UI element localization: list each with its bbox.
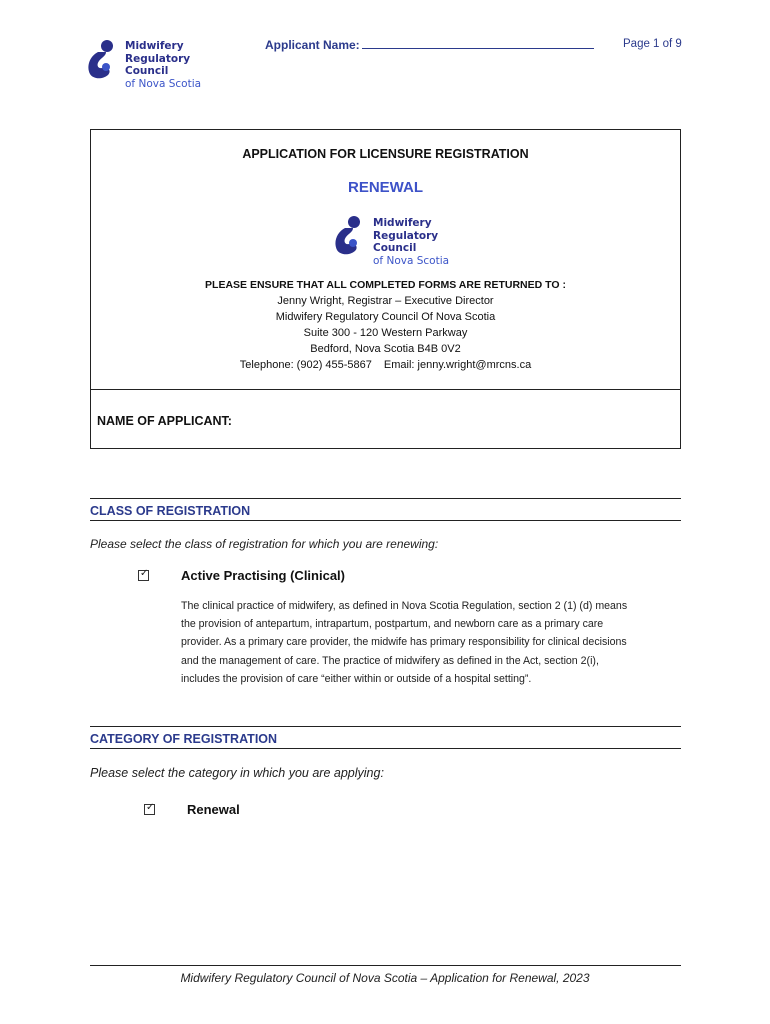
section-rule (90, 520, 681, 521)
address-line: Midwifery Regulatory Council Of Nova Scotia (275, 311, 496, 323)
application-title: APPLICATION FOR LICENSURE REGISTRATION (242, 147, 529, 161)
logo-line-1: Midwifery (125, 40, 184, 52)
logo-line-3: of Nova Scotia (373, 254, 450, 267)
header-logo (84, 38, 224, 90)
active-practising-checkbox[interactable] (138, 570, 149, 581)
renewal-option-label: Renewal (187, 802, 240, 817)
ensure-returned-text: PLEASE ENSURE THAT ALL COMPLETED FORMS ARE RETURNED TO : (205, 279, 566, 291)
center-logo (331, 214, 471, 267)
checkmark-icon: ✓ (146, 802, 155, 813)
email[interactable]: Email: jenny.wright@mrcns.ca (383, 359, 532, 371)
address-line: Bedford, Nova Scotia B4B 0V2 (310, 343, 461, 355)
description-line: the provision of antepartum, intrapartum, postpartum, and newborn care as a primary care (181, 618, 604, 631)
page-indicator: Page 1 of 9 (623, 38, 682, 50)
logo-line-2: Regulatory Council (125, 52, 191, 77)
cover-box (90, 129, 681, 449)
class-section-title: CLASS OF REGISTRATION (90, 504, 251, 518)
applicant-name-label: Applicant Name: (265, 38, 360, 52)
midwife-logo-icon (84, 38, 122, 80)
logo-line-2: Regulatory Council (373, 229, 439, 254)
section-rule (90, 726, 681, 727)
section-rule (90, 748, 681, 749)
logo-line-3: of Nova Scotia (125, 77, 202, 90)
name-of-applicant-label: NAME OF APPLICANT: (97, 414, 232, 428)
address-line: Jenny Wright, Registrar – Executive Director (277, 295, 494, 307)
contact-line (91, 359, 680, 371)
description-line: and the management of care. The practice of midwifery as defined in the Act, section 2(i), (181, 654, 599, 667)
applicant-name-header (265, 38, 594, 52)
class-instruction: Please select the class of registration for which you are renewing: (90, 537, 439, 551)
applicant-name-blank[interactable] (362, 38, 594, 49)
category-section-title: CATEGORY OF REGISTRATION (90, 732, 278, 746)
description-line: The clinical practice of midwifery, as defined in Nova Scotia Regulation, section 2 (1) (d) means (181, 600, 628, 612)
description-line: provider. As a primary care provider, the midwife has primary responsibility for clinical decisions (181, 636, 627, 649)
class-description (181, 597, 671, 688)
section-rule (90, 498, 681, 499)
footer-text: Midwifery Regulatory Council of Nova Scotia – Application for Renewal, 2023 (180, 971, 590, 985)
midwife-logo-icon (331, 214, 369, 256)
logo-line-1: Midwifery (373, 217, 432, 229)
checkmark-icon: ✓ (140, 568, 149, 579)
renewal-checkbox[interactable] (144, 804, 155, 815)
box-divider (91, 389, 680, 390)
telephone: Telephone: (902) 455-5867 (239, 359, 372, 371)
footer-rule (90, 965, 681, 966)
renewal-subtitle: RENEWAL (348, 179, 423, 196)
address-line: Suite 300 - 120 Western Parkway (303, 327, 468, 339)
category-instruction: Please select the category in which you are applying: (90, 766, 384, 780)
active-practising-label: Active Practising (Clinical) (181, 568, 345, 583)
description-line: includes the provision of care “either within or outside of a hospital setting”. (181, 672, 532, 685)
